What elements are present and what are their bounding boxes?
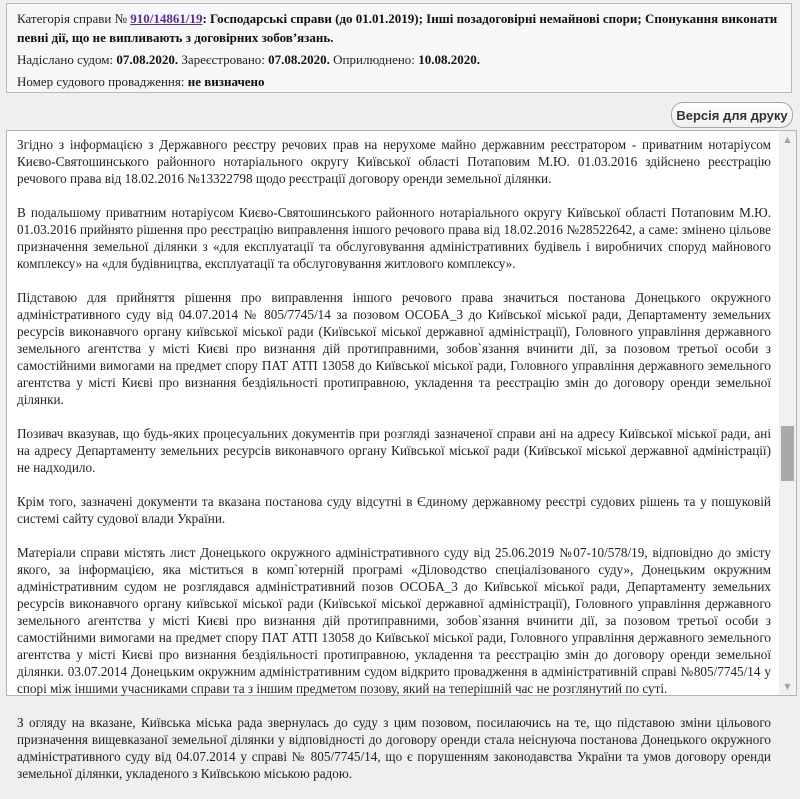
document-paragraph: Матеріали справи містять лист Донецького окружного адміністративного суду від 25.06.2019 №07-10/578/19, відповідно до змісту якого, за інформацією, яка міститься в комп`ютерній програмі «Діловодство спеціалізованого суду», Донецьким окружним адміністративним судом не розглядався адміністративний позов ОСОБА_3 до Київської міської ради, Департаменту земельних ресурсів виконавчого органу київської міської ради (Київської міської державної адміністрації), Головного управління державного земельного агентства у місті Києві про визнання дій протиправними, зобов`язання вчинити дії, за позовом третьої особи з самостійними вимогами на предмет спору ПАТ АТП 13058 до Київської міської ради, Головного управління державного земельного агентства у місті Києві про визнання бездіяльності протиправною, укладення та реєстрацію змін до договору оренди земельної ділянки. 03.07.2014 Донецьким окружним адміністративним судом відкрито провадження в адміністративній справі №805/7745/14 у спорі між іншими учасниками справи та з іншим предметом позову, який на теперішній час не розглянутий по суті. <box>17 545 771 696</box>
document-paragraph: Позивач вказував, що будь-яких процесуальних документів при розгляді зазначеної справи ані на адресу Київської міської ради, ані на адресу Департаменту земельних ресурсів виконавчого органу Київської міської ради (Київської міської державної адміністрації) не надходило. <box>17 426 771 475</box>
scroll-up-icon[interactable]: ▲ <box>784 135 791 144</box>
category-label: Категорія справи № <box>17 11 131 26</box>
registered-date: 07.08.2020. <box>268 52 330 67</box>
case-number-link[interactable]: 910/14861/19 <box>130 11 203 26</box>
case-info-panel <box>6 3 792 93</box>
proceeding-line <box>17 72 781 91</box>
document-paragraph: З огляду на вказане, Київська міська рада звернулась до суду з цим позовом, посилаючись на те, що підставою зміни цільового призначення вищевказаної земельної ділянки у відповідності до договору оренди стала неіснуюча постанова Донецького окружного адміністративного суду від 04.07.2014 у справі № 805/7745/14, що є порушенням законодавства України та умов договору оренди земельної ділянки, укладеного з Київською міською радою. <box>17 715 771 781</box>
scroll-down-icon[interactable]: ▼ <box>784 682 791 691</box>
proceeding-label: Номер судового провадження: <box>17 74 188 89</box>
document-paragraph: В подальшому приватним нотаріусом Києво-Святошинського районного нотаріального округу Київської області Потаповим М.Ю. 01.03.2016 прийнято рішення про реєстрацію виправлення іншого речового права від 18.02.2016 №28522642, а саме: змінено цільове призначення земельної ділянки з «для експлуатації та обслуговування адміністративних будівель і виробничих споруд майнового комплексу» на «для будівництва, експлуатації та обслуговування житлового комплексу». <box>17 205 771 271</box>
registered-label: Зареєстровано: <box>178 52 269 67</box>
print-version-button[interactable]: Версія для друку <box>671 102 793 128</box>
document-paragraph: Крім того, зазначені документи та вказана постанова суду відсутні в Єдиному державному реєстрі судових рішень та у пошуковій системі сайту судової влади України. <box>17 494 771 526</box>
sent-label: Надіслано судом: <box>17 52 117 67</box>
proceeding-value: не визначено <box>187 74 265 89</box>
scroll-thumb[interactable] <box>781 426 794 481</box>
case-category-line <box>17 9 781 47</box>
published-label: Оприлюднено: <box>329 52 419 67</box>
document-viewer[interactable] <box>6 130 797 781</box>
document-paragraph: Згідно з інформацією з Державного реєстру речових прав на нерухоме майно державним реєстратором - приватним нотаріусом Києво-Святошинського районного нотаріального округу Київської області Потаповим М.Ю. 01.03.2016 здійснено реєстрацію речового права від 18.02.2016 №13322798 щодо реєстрації договору оренди земельної ділянки. <box>17 137 771 186</box>
dates-line <box>17 50 781 69</box>
published-date: 10.08.2020. <box>418 52 480 67</box>
vertical-scrollbar[interactable] <box>779 131 796 695</box>
document-paragraph: Підставою для прийняття рішення про виправлення іншого речового права значиться постанова Донецького окружного адміністративного суду від 04.07.2014 № 805/7745/14 за позовом ОСОБА_3 до Київської міської ради, Департаменту земельних ресурсів виконавчого органу київської міської ради (Київської міської державної адміністрації), Головного управління державного земельного агентства у місті Києві про визнання дій протиправними, зобов`язання вчинити дії, за позовом третьої особи з самостійними вимогами на предмет спору ПАТ АТП 13058 до Київської міської ради, Головного управління державного земельного агентства у місті Києві про визнання бездіяльності протиправною, укладення та реєстрацію змін до договору оренди земельної ділянки. <box>17 290 771 407</box>
sent-date: 07.08.2020. <box>116 52 179 67</box>
document-text <box>17 136 771 799</box>
category-text: : Господарські справи (до 01.01.2019); Інші позадоговірні немайнові спори; Спонукання виконати певні дії, що не випливають з договірних зобов’язань. <box>17 11 778 45</box>
